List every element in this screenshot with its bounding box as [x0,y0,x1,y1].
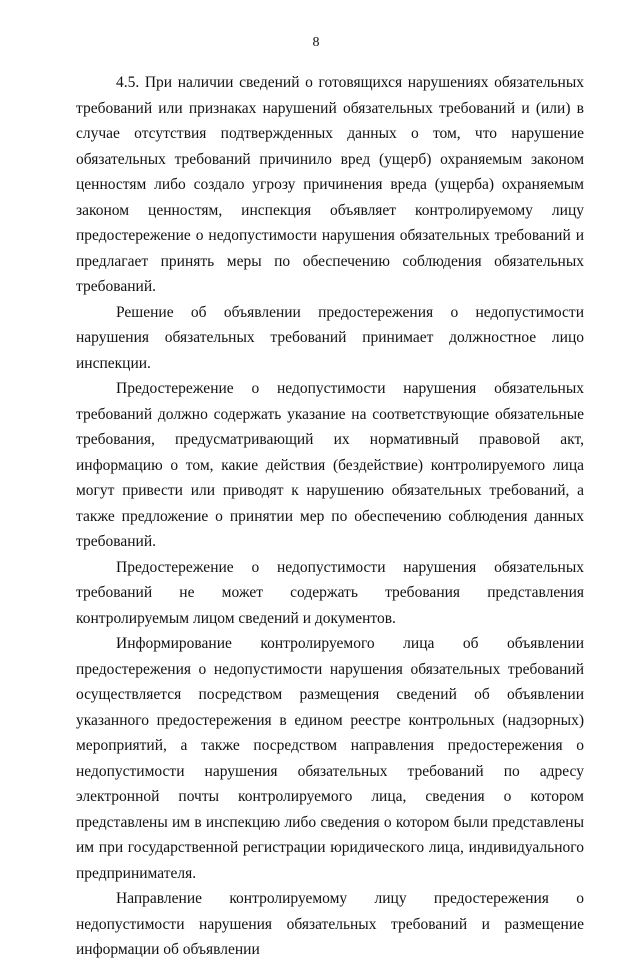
paragraph-informing: Информирование контролируемого лица об объявлении предостережения о недопустимости нарушения обязательных требований осуществляется посредством размещения сведений об объявлении указанного предостережения в едином реестре контрольных (надзорных) мероприятий, а также посредством направления предостережения о недопустимости нарушения обязательных требований по адресу электронной почты контролируемого лица, сведения о котором представлены им в инспекцию либо сведения о котором были представлены им при государственной регистрации юридического лица, индивидуального предпринимателя. [76,635,584,882]
paragraph-4-5: 4.5. При наличии сведений о готовящихся нарушениях обязательных требований или признаках нарушений обязательных требований и (или) в случае отсутствия подтвержденных данных о том, что нарушение обязательных требований причинило вред (ущерб) охраняемым законом ценностям либо создало угрозу причинения вреда (ущерба) охраняемым законом ценностям, инспекция объявляет контролируемому лицу предостережение о недопустимости нарушения обязательных требований и предлагает принять меры по обеспечению соблюдения обязательных требований. [76,74,584,295]
page-number: 8 [312,35,320,50]
paragraph-decision: Решение об объявлении предостережения о недопустимости нарушения обязательных требований принимает должностное лицо инспекции. [76,303,584,372]
paragraph-sending: Направление контролируемому лицу предостережения о недопустимости нарушения обязательных требований и размещение информации об объявлении [76,890,584,958]
document-body [76,70,584,963]
paragraph-warning-restriction: Предостережение о недопустимости нарушения обязательных требований не может содержать требования представления контролируемым лицом сведений и документов. [76,558,584,627]
paragraph-warning-content: Предостережение о недопустимости нарушения обязательных требований должно содержать указание на соответствующие обязательные требования, предусматривающий их нормативный правовой акт, информацию о том, какие действия (бездействие) контролируемого лица могут привести или приводят к нарушению обязательных требований, а также предложение о принятии мер по обеспечению соблюдения данных требований. [76,380,584,550]
